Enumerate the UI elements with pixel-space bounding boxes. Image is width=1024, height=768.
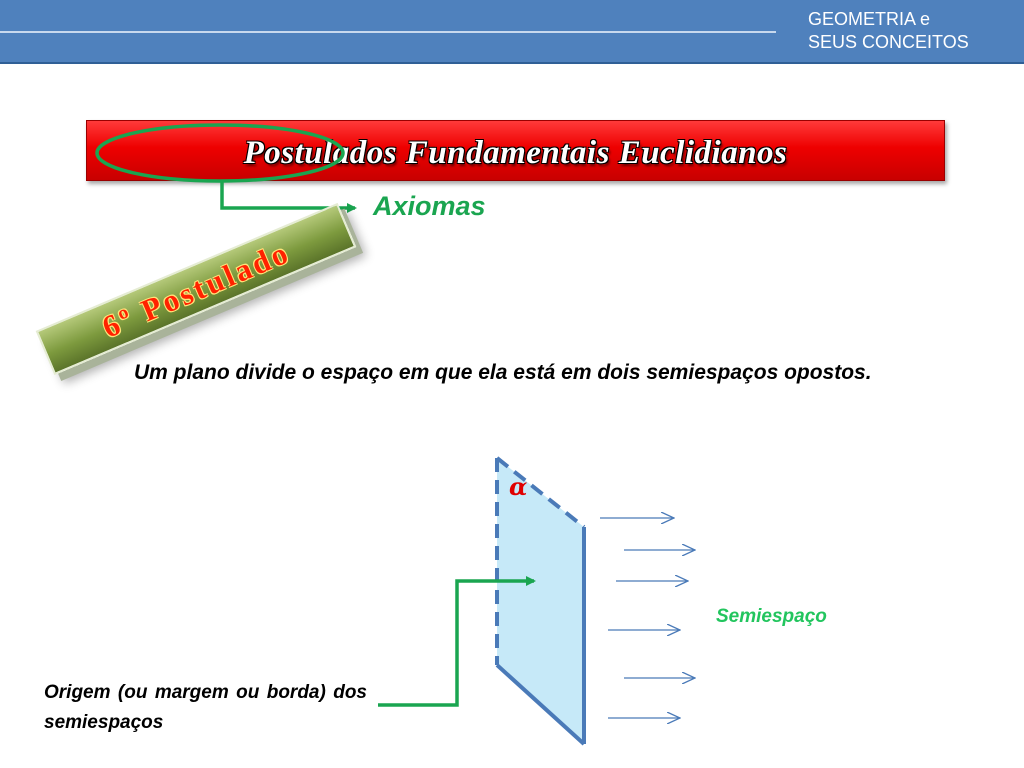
plane-alpha-symbol: α (509, 472, 528, 501)
origem-label: Origem (ou margem ou borda) dos semiespaços (44, 682, 367, 733)
header-title-line1: GEOMETRIA e (808, 9, 931, 29)
postulate-statement: Um plano divide o espaço em que ela está em dois semiespaços opostos. (134, 361, 872, 384)
header-title-line2: SEUS CONCEITOS (808, 32, 969, 52)
axiomas-label: Axiomas (373, 191, 486, 221)
banner-title: Postulados Fundamentais Euclidianos (243, 135, 788, 171)
semiespaco-label: Semiespaço (716, 606, 827, 627)
highlight-ellipse (97, 125, 343, 181)
postulado-label: 6º Postulado (97, 234, 296, 345)
